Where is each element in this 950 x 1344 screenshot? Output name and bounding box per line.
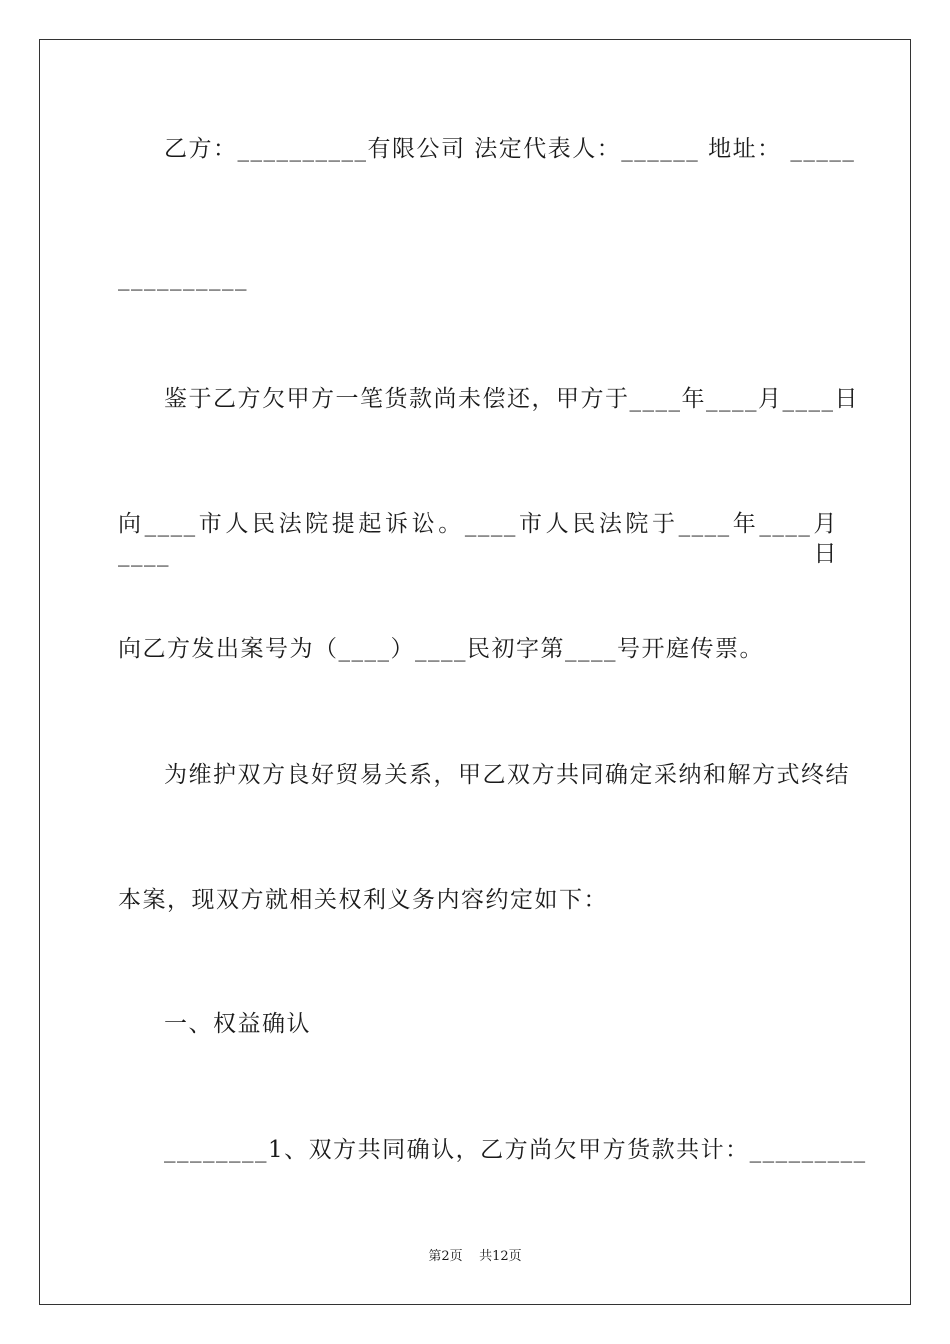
page-frame — [39, 39, 911, 1305]
paragraph-line: 向乙方发出案号为（____）____民初字第____号开庭传票。 — [118, 636, 764, 662]
paragraph-line: 本案，现双方就相关权利义务内容约定如下： — [118, 887, 608, 913]
section-heading: 一、权益确认 — [164, 1011, 311, 1037]
paragraph-line: 鉴于乙方欠甲方一笔货款尚未偿还，甲方于____年____月____日 — [164, 386, 859, 412]
address-continuation-line: __________ — [118, 265, 248, 291]
paragraph-line: 为维护双方良好贸易关系，甲乙双方共同确定采纳和解方式终结 — [164, 762, 850, 788]
paragraph-line: 向____市人民法院提起诉讼。____市人民法院于____年____月____日 — [118, 511, 838, 567]
party-b-line: 乙方：__________有限公司 法定代表人：______ 地址： _____ — [164, 136, 856, 162]
page-number-footer: 第2页 共12页 — [428, 1249, 522, 1264]
clause-line: ________1、双方共同确认，乙方尚欠甲方货款共计：_________ — [164, 1137, 867, 1163]
